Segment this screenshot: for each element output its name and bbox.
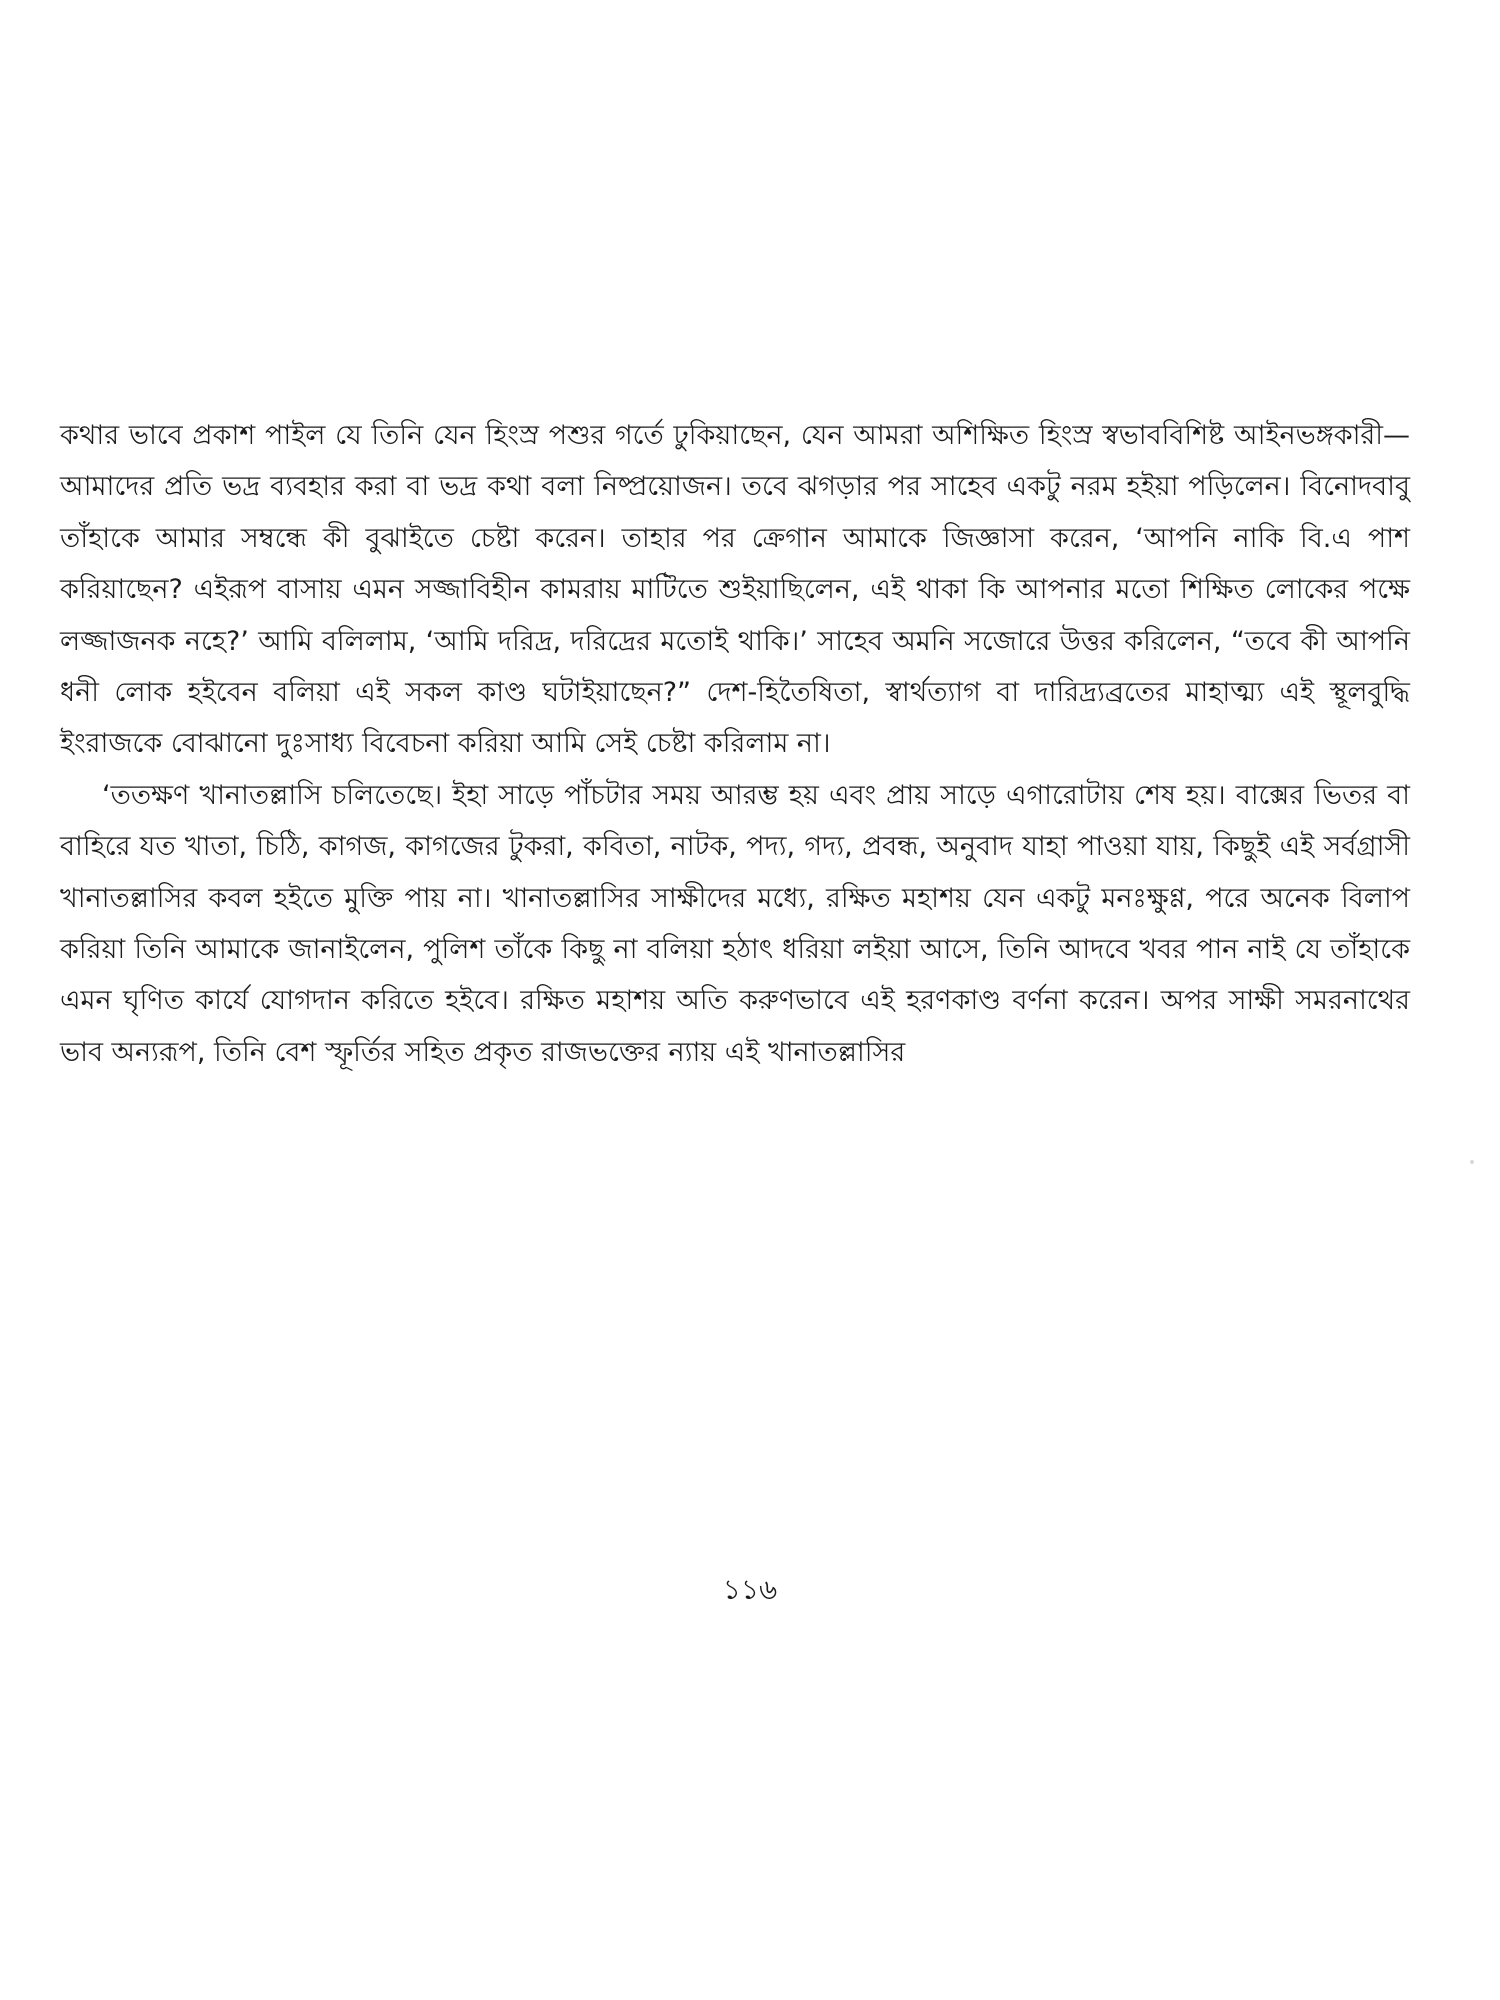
paragraph-2: ‘ততক্ষণ খানাতল্লাসি চলিতেছে। ইহা সাড়ে পাঁচটার সময় আরম্ভ হয় এবং প্রায় সাড়ে এগারোটায় শেষ হয়। বাক্সের ভিতর বা বাহিরে যত খাতা, চিঠি, কাগজ, কাগজের টুকরা, কবিতা, নাটক, পদ্য, গদ্য, প্রবন্ধ, অনুবাদ যাহা পাওয়া যায়, কিছুই এই সর্বগ্রাসী খানাতল্লাসির কবল হইতে মুক্তি পায় না। খানাতল্লাসির সাক্ষীদের মধ্যে, রক্ষিত মহাশয় যেন একটু মনঃক্ষুণ্ণ, পরে অনেক বিলাপ করিয়া তিনি আমাকে জানাইলেন, পুলিশ তাঁকে কিছু না বলিয়া হঠাৎ ধরিয়া লইয়া আসে, তিনি আদবে খবর পান নাই যে তাঁহাকে এমন ঘৃণিত কার্যে যোগদান করিতে হইবে। রক্ষিত মহাশয় অতি করুণভাবে এই হরণকাণ্ড বর্ণনা করেন। অপর সাক্ষী সমরনাথের ভাব অন্যরূপ, তিনি বেশ স্ফূর্তির সহিত প্রকৃত রাজভক্তের ন্যায় এই খানাতল্লাসির [60,779,1410,1068]
paragraph-1: কথার ভাবে প্রকাশ পাইল যে তিনি যেন হিংস্র পশুর গর্তে ঢুকিয়াছেন, যেন আমরা অশিক্ষিত হিংস্র স্বভাববিশিষ্ট আইনভঙ্গকারী—আমাদের প্রতি ভদ্র ব্যবহার করা বা ভদ্র কথা বলা নিষ্প্রয়োজন। তবে ঝগড়ার পর সাহেব একটু নরম হইয়া পড়িলেন। বিনোদবাবু তাঁহাকে আমার সম্বন্ধে কী বুঝাইতে চেষ্টা করেন। তাহার পর ক্রেগান আমাকে জিজ্ঞাসা করেন, ‘আপনি নাকি বি.এ পাশ করিয়াছেন? এইরূপ বাসায় এমন সজ্জাবিহীন কামরায় মাটিতে শুইয়াছিলেন, এই থাকা কি আপনার মতো শিক্ষিত লোকের পক্ষে লজ্জাজনক নহে?’ আমি বলিলাম, ‘আমি দরিদ্র, দরিদ্রের মতোই থাকি।’ সাহেব অমনি সজোরে উত্তর করিলেন, “তবে কী আপনি ধনী লোক হইবেন বলিয়া এই সকল কাণ্ড ঘটাইয়াছেন?” দেশ-হিতৈষিতা, স্বার্থত্যাগ বা দারিদ্র্যব্রতের মাহাত্ম্য এই স্থূলবুদ্ধি ইংরাজকে বোঝানো দুঃসাধ্য বিবেচনা করিয়া আমি সেই চেষ্টা করিলাম না। [60,420,1410,760]
body-text [60,410,1410,1078]
paper-speck [1470,1160,1474,1164]
page-number: ১১৬ [722,1573,778,1606]
